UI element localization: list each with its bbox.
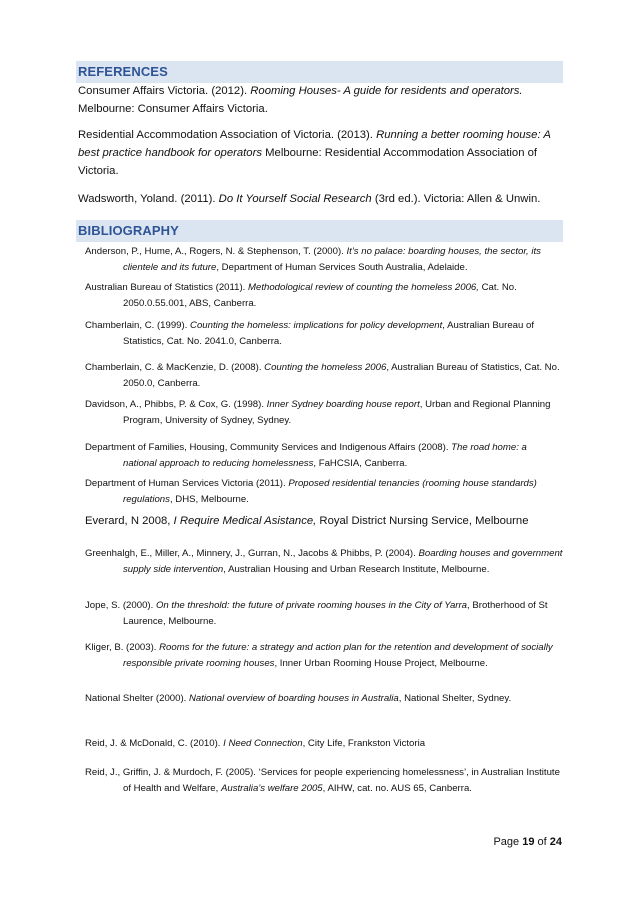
bibliography-entry — [85, 598, 563, 629]
bibliography-entry — [85, 244, 563, 275]
entry-authors: Everard, N 2008, — [85, 515, 174, 527]
reference-publisher: Melbourne: Consumer Affairs Victoria. — [78, 103, 268, 115]
entry-authors: Chamberlain, C. & MacKenzie, D. (2008). — [85, 362, 265, 373]
bibliography-entry — [85, 397, 563, 428]
bibliography-entry — [85, 736, 563, 752]
reference-authors: Wadsworth, Yoland. (2011). — [78, 193, 219, 205]
entry-authors: Department of Families, Housing, Community Services and Indigenous Affairs (2008). — [85, 442, 452, 453]
entry-authors: Australian Bureau of Statistics (2011). — [85, 282, 248, 293]
entry-title: On the threshold: the future of private rooming houses in the City of Yarra — [155, 600, 468, 611]
entry-publisher: , Australian Bureau of Statistics, Cat. No. 2041.0, Canberra. — [123, 320, 535, 347]
total-page-count: 24 — [549, 836, 562, 848]
bibliography-entry — [85, 640, 563, 671]
page-number-footer — [493, 835, 562, 849]
reference-authors: Residential Accommodation Association of Victoria. (2013). — [78, 129, 377, 141]
entry-title: National overview of boarding houses in Australia — [189, 693, 399, 704]
entry-authors: Kliger, B. (2003). — [85, 642, 160, 653]
entry-authors: Greenhalgh, E., Miller, A., Minnery, J., Gurran, N., Jacobs & Phibbs, P. (2004). — [85, 548, 419, 559]
entry-title: Counting the homeless 2006 — [264, 362, 387, 373]
reference-entry — [78, 82, 564, 118]
entry-authors: Chamberlain, C. (1999). — [85, 320, 191, 331]
entry-title: Rooms for the future: a strategy and action plan for the retention and development of socially responsible private rooming houses — [123, 642, 553, 669]
bibliography-entry — [85, 765, 563, 796]
bibliography-heading: BIBLIOGRAPHY — [76, 220, 563, 242]
entry-title: Counting the homeless: implications for policy development — [190, 320, 443, 331]
entry-title: Australia’s welfare 2005 — [220, 782, 323, 794]
reference-entry — [78, 126, 564, 180]
entry-publisher: , City Life, Frankston Victoria — [302, 738, 426, 749]
entry-authors: Jope, S. (2000). — [85, 600, 156, 611]
entry-title: Proposed residential tenancies (rooming house standards) regulations — [123, 478, 537, 505]
bibliography-entry — [85, 476, 563, 507]
current-page-number: 19 — [522, 836, 535, 848]
entry-authors: Reid, J., Griffin, J. & Murdoch, F. (2005). ‘Services for people experiencing homelessness’, in Australian Institute of Health and Welfare, — [85, 767, 560, 794]
bibliography-entry — [85, 546, 563, 577]
entry-publisher: , Urban and Regional Planning Program, University of Sydney, Sydney. — [123, 399, 551, 426]
entry-publisher: , Australian Housing and Urban Research Institute, Melbourne. — [223, 563, 490, 575]
bibliography-entry — [85, 440, 563, 471]
reference-title: Do It Yourself Social Research — [218, 193, 372, 205]
bibliography-entry — [85, 318, 563, 349]
bibliography-entry — [85, 360, 563, 391]
entry-publisher: , FaHCSIA, Canberra. — [313, 457, 408, 469]
reference-title: Running a better rooming house: A best practice handbook for operators — [78, 129, 551, 159]
reference-title: Rooming Houses- A guide for residents and operators. — [250, 85, 523, 97]
reference-publisher: (3rd ed.). Victoria: Allen & Unwin. — [371, 193, 541, 205]
bibliography-entry — [85, 691, 563, 707]
entry-title: Methodological review of counting the homeless 2006, — [248, 282, 479, 293]
reference-publisher: Melbourne: Residential Accommodation Association of Victoria. — [78, 147, 538, 177]
entry-title: It’s no palace: boarding houses, the sector, its clientele and its future — [123, 246, 541, 273]
entry-authors: Davidson, A., Phibbs, P. & Cox, G. (1998). — [85, 399, 267, 410]
page-label: Page — [493, 836, 523, 848]
page-of-label: of — [534, 836, 550, 848]
entry-publisher: , Inner Urban Rooming House Project, Melbourne. — [274, 657, 488, 669]
entry-authors: Department of Human Services Victoria (2011). — [85, 478, 289, 489]
entry-title: I Require Medical Asistance, — [173, 515, 317, 527]
entry-publisher: Cat. No. 2050.0.55.001, ABS, Canberra. — [123, 282, 517, 309]
entry-publisher: Royal District Nursing Service, Melbourne — [316, 515, 529, 527]
entry-publisher: , National Shelter, Sydney. — [398, 693, 512, 704]
entry-publisher: , Department of Human Services South Australia, Adelaide. — [216, 261, 468, 273]
references-heading: REFERENCES — [76, 61, 563, 83]
reference-authors: Consumer Affairs Victoria. (2012). — [78, 85, 251, 97]
entry-title: Inner Sydney boarding house report — [266, 399, 420, 410]
entry-publisher: , Australian Bureau of Statistics, Cat. No. 2050.0, Canberra. — [123, 362, 560, 389]
reference-entry — [78, 190, 564, 208]
entry-publisher: , DHS, Melbourne. — [169, 493, 249, 505]
entry-title: I Need Connection — [223, 738, 303, 749]
entry-authors: National Shelter (2000). — [85, 693, 189, 704]
entry-publisher: , AIHW, cat. no. AUS 65, Canberra. — [322, 782, 472, 794]
bibliography-entry — [85, 280, 563, 311]
bibliography-entry — [85, 512, 563, 530]
entry-title: The road home: a national approach to reducing homelessness — [123, 442, 527, 469]
entry-authors: Anderson, P., Hume, A., Rogers, N. & Stephenson, T. (2000). — [85, 246, 347, 257]
entry-publisher: , Brotherhood of St Laurence, Melbourne. — [123, 600, 548, 627]
entry-authors: Reid, J. & McDonald, C. (2010). — [85, 738, 224, 749]
entry-title: Boarding houses and government supply side intervention — [123, 548, 563, 575]
